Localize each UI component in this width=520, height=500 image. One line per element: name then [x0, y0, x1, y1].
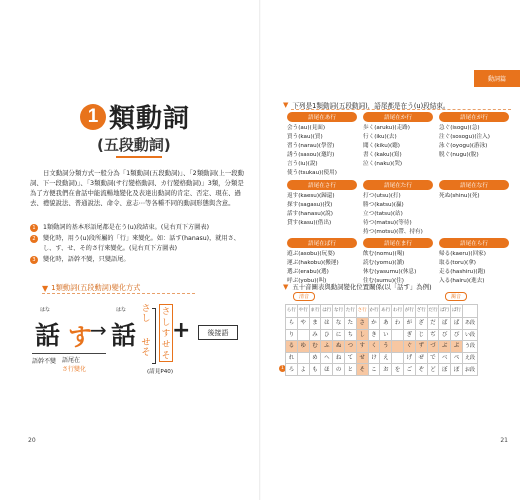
- chapter-tab[interactable]: 動詞篇: [474, 70, 520, 87]
- kana-cell: そ: [356, 364, 368, 376]
- kana-cell: よ: [297, 364, 309, 376]
- column-header: あ行: [380, 305, 392, 318]
- verb-entry: 飲む(nomu)(喝): [363, 251, 405, 257]
- kana-cell: せ: [356, 352, 368, 364]
- verb-group-header: 語尾在が行: [439, 112, 509, 122]
- verb-group: [439, 112, 509, 160]
- arrow-right-icon: →: [90, 318, 107, 342]
- kana-cell: ち: [344, 329, 356, 341]
- verb-group: [287, 238, 357, 286]
- kana-cell: ぶ: [439, 341, 451, 353]
- verb-group-header: 語尾在た行: [363, 180, 433, 190]
- kana: さ: [141, 304, 151, 314]
- kana-cell: す: [356, 341, 368, 353]
- verb-entry: 待つ(matsu)(等待): [363, 220, 412, 226]
- kana-cell: ぎ: [403, 329, 415, 341]
- column-header: た行: [344, 305, 356, 318]
- kana-spacer: [140, 324, 152, 338]
- gojuon-table: [285, 304, 478, 376]
- verb-entry: 急ぐ(isogu)(急): [439, 125, 480, 131]
- column-header: な行: [333, 305, 345, 318]
- kana-cell: び: [439, 329, 451, 341]
- kana: そ: [141, 348, 151, 358]
- kana-cell: に: [333, 329, 345, 341]
- ending-label: [62, 353, 106, 374]
- note-text: 變化時，語幹不變，只變語尾。: [43, 256, 130, 263]
- verb-entry: 歩く(aruku)(走路): [363, 125, 410, 131]
- row-marker: 1: [279, 365, 286, 372]
- heading-divider: [291, 109, 511, 110]
- triangle-down-icon: ▼: [283, 282, 289, 291]
- kana-cell: は: [321, 318, 333, 330]
- verb-entry: 話す(hanasu)(說): [287, 211, 333, 217]
- verb-entry: 習う(narau)(學習): [287, 143, 335, 149]
- verb-entry: 持つ(motsu)(帶、持有): [363, 229, 423, 235]
- verb-entry: 走る(hashiru)(跑): [439, 269, 486, 275]
- dakuon-pill: 濁音: [445, 292, 467, 301]
- kana-cell: ふ: [321, 341, 333, 353]
- kana: せ: [141, 338, 151, 348]
- furigana: はな: [116, 307, 127, 313]
- kana-cell: あ: [380, 318, 392, 330]
- kana-cell: む: [309, 341, 321, 353]
- kana-cell: べ: [439, 352, 451, 364]
- note-item: [30, 223, 244, 233]
- kana-cell: だ: [427, 318, 439, 330]
- verb-entry: 言う(iu)(說): [287, 161, 318, 167]
- page-reference: (請見P40): [147, 369, 174, 375]
- kana-cell: じ: [415, 329, 427, 341]
- kana: そ: [161, 351, 171, 361]
- column-header: ば行: [439, 305, 451, 318]
- kana-cell: ざ: [415, 318, 427, 330]
- column-header: は行: [321, 305, 333, 318]
- conjugation-diagram: [28, 304, 248, 409]
- kana-cell: [392, 352, 404, 364]
- verb-entry: 入る(hairu)(進去): [439, 278, 485, 284]
- kana: せ: [161, 340, 171, 350]
- column-header: が行: [403, 305, 415, 318]
- note-item: [30, 234, 244, 254]
- chapter-title-text: 類動詞: [109, 104, 191, 134]
- row-label: あ段: [462, 318, 477, 330]
- verb-group-header: 語尾在さ行: [287, 180, 357, 190]
- page-number-right: 21: [500, 437, 508, 444]
- kana-cell: ね: [333, 352, 345, 364]
- kana-cell: も: [309, 364, 321, 376]
- kana-cell: げ: [403, 352, 415, 364]
- note-text: 變化時，用う(u)段所屬的「行」來變化。如：話す(hanasu)，就用さ、し、す、せ、そ的さ行來變化。(見右頁下方圖表): [43, 235, 240, 252]
- note-number: 1: [30, 224, 38, 232]
- verb-entry: 休む(yasumu)(休息): [363, 269, 417, 275]
- corner-cell: [462, 305, 477, 318]
- kana-cell: ろ: [286, 364, 298, 376]
- verb-entry: 読む(yomu)(讀): [363, 260, 405, 266]
- verb-group: [363, 180, 433, 237]
- row-label: う段: [462, 341, 477, 353]
- gojuon-chart: [281, 290, 515, 414]
- kana-cell: [297, 329, 309, 341]
- section-heading-text: 1類動詞(五段動詞)變化方式: [51, 283, 141, 292]
- kana-cell: ぬ: [333, 341, 345, 353]
- bracket: [152, 308, 156, 364]
- verb-group-header: 語尾在か行: [363, 112, 433, 122]
- kana-cell: ず: [415, 341, 427, 353]
- kana-cell: け: [368, 352, 380, 364]
- kana: し: [161, 318, 171, 328]
- verb-entry: 死ぬ(shinu)(死): [439, 193, 480, 199]
- kana-cell: わ: [392, 318, 404, 330]
- verb-entry: 行く(iku)(去): [363, 134, 397, 140]
- kana-cell: や: [297, 318, 309, 330]
- kana-cell: ほ: [321, 364, 333, 376]
- kana-cell: り: [286, 329, 298, 341]
- verb-entry: 探す(sagasu)(找): [287, 202, 333, 208]
- column-header: だ行: [427, 305, 439, 318]
- verb-group: [287, 112, 357, 178]
- ending-label-line: 語尾在: [62, 357, 81, 364]
- kana-cell: [392, 329, 404, 341]
- kana-cell: て: [344, 352, 356, 364]
- plus-icon: +: [172, 318, 191, 343]
- column-header: ぱ行: [451, 305, 463, 318]
- verb-entry: 運ぶ(hakobu)(搬運): [287, 260, 339, 266]
- verb-entry: 勝つ(katsu)(贏): [363, 202, 404, 208]
- verb-group-header: 語尾在ま行: [363, 238, 433, 248]
- kana-cell: ぜ: [415, 352, 427, 364]
- kana-cell: ぞ: [415, 364, 427, 376]
- verb-group-header: 語尾在ら行: [439, 238, 509, 248]
- verb-entry: 泳ぐ(oyogu)(游泳): [439, 143, 488, 149]
- kana-cell: な: [333, 318, 345, 330]
- title-underline: [116, 156, 162, 158]
- kana-cell: [297, 352, 309, 364]
- kana-cell: を: [392, 364, 404, 376]
- kana-cell: く: [368, 341, 380, 353]
- kana-cell: ま: [309, 318, 321, 330]
- column-header: さ行: [356, 305, 368, 318]
- kana-cell: ば: [439, 318, 451, 330]
- row-label: い段: [462, 329, 477, 341]
- kana-cell: ぽ: [451, 364, 463, 376]
- verb-list-heading-text: 下列是1類動詞(五段動詞)，語尾都是在う(u)段結束。: [292, 102, 450, 110]
- chapter-number-badge: 1: [80, 104, 106, 130]
- page-number-left: 20: [28, 437, 36, 444]
- rule-notes: [30, 223, 244, 266]
- section-divider: [42, 293, 195, 294]
- kana-cell: ど: [427, 364, 439, 376]
- kana-cell: づ: [427, 341, 439, 353]
- kana: す: [161, 329, 171, 339]
- chapter-title: [80, 98, 190, 135]
- kana-cell: い: [380, 329, 392, 341]
- section-heading: [42, 283, 140, 293]
- verb-group-header: 語尾在ば行: [287, 238, 357, 248]
- verb-entry: 遊ぶ(asobu)(玩耍): [287, 251, 335, 257]
- kana-cell: め: [309, 352, 321, 364]
- kana-cell: が: [403, 318, 415, 330]
- kana: さ: [161, 307, 171, 317]
- verb-entry: 使う(tsukau)(使用): [287, 170, 337, 176]
- kana-cell: ら: [286, 318, 298, 330]
- column-header: ざ行: [415, 305, 427, 318]
- stem-label: 語幹不變: [32, 353, 62, 365]
- kana-cell: ぱ: [451, 318, 463, 330]
- note-number: 3: [30, 256, 38, 264]
- verb-entry: 呼ぶ(yobu)(叫): [287, 278, 327, 284]
- kana-cell: み: [309, 329, 321, 341]
- verb-entry: 書く(kaku)(寫): [363, 152, 402, 158]
- kana-cell: う: [380, 341, 392, 353]
- chapter-subtitle: (五段動詞): [97, 136, 171, 154]
- verb-stem-kanji: 話: [111, 321, 137, 350]
- column-header: か行: [368, 305, 380, 318]
- kana-cell: れ: [286, 352, 298, 364]
- verb-entry: 泣く(naku)(哭): [363, 161, 403, 167]
- kana-cell: [392, 341, 404, 353]
- verb-entry: 打つ(utsu)(打): [363, 193, 401, 199]
- kana-cell: の: [333, 364, 345, 376]
- intro-paragraph: 日文動詞分類方式一般分為「1類動詞(五段動詞)」、「2類動詞(上一段動詞、下一段動詞)」、「3類動詞(サ行變格動詞、カ行變格動詞)」3類，分類是為了方便我們在會話中能流暢地變化及表達出動詞的肯定、否定、現在、過去、禮貌說法、普通說法、命令、意志⋯等各種不同的動詞形態與含意。: [30, 169, 244, 207]
- verb-entry: 買う(kau)(買): [287, 134, 323, 140]
- column-header: わ行: [392, 305, 404, 318]
- kana-cell: と: [344, 364, 356, 376]
- kana-cell: ぼ: [439, 364, 451, 376]
- triangle-down-icon: ▼: [283, 101, 289, 109]
- left-page: [0, 0, 259, 500]
- table-heading-text: 五十音圖表與動詞變化位置關係(以「話す」為例): [292, 283, 432, 291]
- verb-group: [363, 238, 433, 286]
- kana-cell: ぐ: [403, 341, 415, 353]
- kana-column-box: [159, 304, 173, 362]
- kana-cell: ぺ: [451, 352, 463, 364]
- kana-cell: ぷ: [451, 341, 463, 353]
- furigana: はな: [40, 307, 51, 313]
- suffix-box: 後接語: [198, 325, 238, 340]
- verb-entry: 誘う(sasou)(邀約): [287, 152, 335, 158]
- verb-entry: 会う(au)(見面): [287, 125, 326, 131]
- right-page: [261, 0, 520, 500]
- kana-cell: ぢ: [427, 329, 439, 341]
- kana-cell: る: [286, 341, 298, 353]
- verb-entry: 返す(kaesu)(歸還): [287, 193, 335, 199]
- kana-cell: ぴ: [451, 329, 463, 341]
- kana-cell: さ: [356, 318, 368, 330]
- kana-cell: し: [356, 329, 368, 341]
- verb-entry: 帰る(kaeru)(回家): [439, 251, 486, 257]
- column-header: ら行: [286, 305, 298, 318]
- verb-entry: 貸す(kasu)(借出): [287, 220, 332, 226]
- ending-label-line: さ行變化: [62, 366, 87, 373]
- kana-cell: ゆ: [297, 341, 309, 353]
- kana-cell: つ: [344, 341, 356, 353]
- column-header: や行: [297, 305, 309, 318]
- kana-cell: え: [380, 352, 392, 364]
- kana-cell: こ: [368, 364, 380, 376]
- verb-stem-kanji: 話: [35, 321, 61, 350]
- verb-group: [363, 112, 433, 169]
- kana-column-small: [140, 304, 152, 358]
- note-item: [30, 255, 244, 265]
- kana: し: [141, 314, 151, 324]
- verb-group-header: 語尾在あ行: [287, 112, 357, 122]
- note-text: 1類動詞的基本形語尾都是在う(u)段結束。(見右頁下方圖表): [43, 224, 210, 231]
- verb-entry: 立つ(tatsu)(站): [363, 211, 403, 217]
- verb-ending-kana: す: [68, 323, 92, 351]
- verb-entry: 脱ぐ(nugu)(脫): [439, 152, 479, 158]
- kana-cell: へ: [321, 352, 333, 364]
- kana-cell: で: [427, 352, 439, 364]
- verb-entry: 選ぶ(erabu)(選): [287, 269, 329, 275]
- kana-cell: ご: [403, 364, 415, 376]
- kana-cell: お: [380, 364, 392, 376]
- verb-group-header: 語尾在な行: [439, 180, 509, 190]
- seion-pill: 清音: [293, 292, 315, 301]
- row-label: お段: [462, 364, 477, 376]
- verb-group: [439, 180, 509, 201]
- triangle-down-icon: ▼: [42, 283, 49, 293]
- verb-entry: 住む(sumu)(住): [363, 278, 404, 284]
- kana-cell: ひ: [321, 329, 333, 341]
- column-header: ま行: [309, 305, 321, 318]
- verb-entry: 注ぐ(sosogu)(注入): [439, 134, 490, 140]
- note-number: 2: [30, 235, 38, 243]
- row-label: え段: [462, 352, 477, 364]
- verb-entry: 取る(toru)(拿): [439, 260, 476, 266]
- verb-entry: 聞く(kiku)(聽): [363, 143, 400, 149]
- verb-group: [287, 180, 357, 228]
- kana-cell: き: [368, 329, 380, 341]
- verb-group: [439, 238, 509, 286]
- kana-cell: た: [344, 318, 356, 330]
- kana-cell: か: [368, 318, 380, 330]
